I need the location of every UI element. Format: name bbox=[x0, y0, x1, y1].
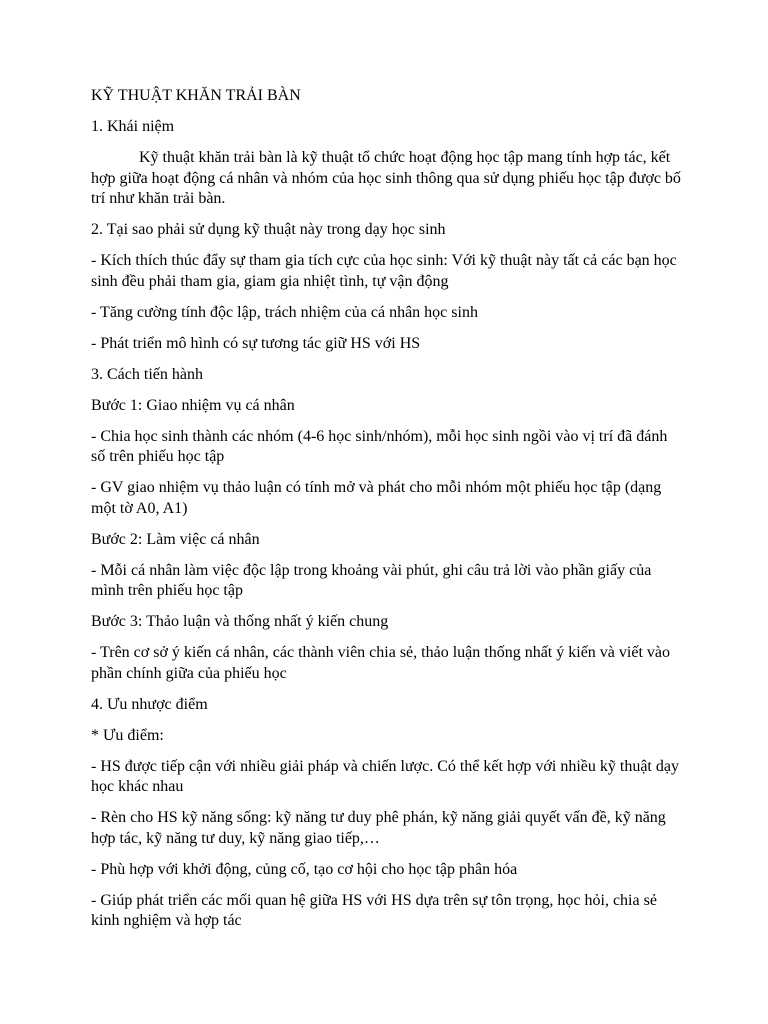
document-paragraph: 2. Tại sao phải sử dụng kỹ thuật này trong dạy học sinh bbox=[91, 221, 446, 238]
document-paragraph: Bước 2: Làm việc cá nhân bbox=[91, 530, 260, 548]
document-paragraph: - Mỗi cá nhân làm việc độc lập trong khoảng vài phút, ghi câu trả lời vào phần giấy của mình trên phiếu học tập bbox=[91, 561, 652, 599]
document-paragraph: - Phù hợp với khởi động, củng cố, tạo cơ hội cho học tập phân hóa bbox=[91, 860, 518, 878]
document-paragraph: Bước 1: Giao nhiệm vụ cá nhân bbox=[91, 396, 295, 414]
body-paragraph: Kỹ thuật khăn trải bàn là kỹ thuật tổ chức hoạt động học tập mang tính hợp tác, kết hợp giữa hoạt động cá nhân và nhóm của học sinh thông qua sử dụng phiếu học tập được bố trí như khăn trải bàn. bbox=[91, 149, 681, 207]
document-paragraph: - Tăng cường tính độc lập, trách nhiệm của cá nhân học sinh bbox=[91, 303, 478, 321]
document-paragraph: - Trên cơ sở ý kiến cá nhân, các thành viên chia sẻ, thảo luận thống nhất ý kiến và viết vào phần chính giữa của phiếu học bbox=[91, 644, 670, 682]
document-paragraph: 3. Cách tiến hành bbox=[91, 365, 203, 383]
document-title: KỸ THUẬT KHĂN TRẢI BÀN bbox=[91, 87, 301, 104]
document-paragraph: 4. Ưu nhược điểm bbox=[91, 695, 208, 713]
document-paragraph: Bước 3: Thảo luận và thống nhất ý kiến chung bbox=[91, 613, 389, 630]
document-paragraph: - Kích thích thúc đẩy sự tham gia tích cực của học sinh: Với kỹ thuật này tất cả các bạn học sinh đều phải tham gia, giam gia nhiệt tình, tự vận động bbox=[91, 252, 677, 290]
document-paragraph: - Giúp phát triển các mối quan hệ giữa HS với HS dựa trên sự tôn trọng, học hỏi, chia sẻ kinh nghiệm và hợp tác bbox=[91, 891, 657, 929]
document-paragraph: - Rèn cho HS kỹ năng sống: kỹ năng tư duy phê phán, kỹ năng giải quyết vấn đề, kỹ năng hợp tác, kỹ năng tư duy, kỹ năng giao tiếp,… bbox=[91, 809, 666, 847]
document-paragraph: - Chia học sinh thành các nhóm (4-6 học sinh/nhóm), mỗi học sinh ngồi vào vị trí đã đánh số trên phiếu học tập bbox=[91, 427, 668, 465]
document-paragraph: - GV giao nhiệm vụ thảo luận có tính mở và phát cho mỗi nhóm một phiếu học tập (dạng một tờ A0, A1) bbox=[91, 479, 662, 517]
document-paragraph: - Phát triển mô hình có sự tương tác giữ HS với HS bbox=[91, 334, 421, 352]
document-paragraph: * Ưu điểm: bbox=[91, 726, 164, 744]
document-page bbox=[91, 86, 681, 942]
document-paragraph: 1. Khái niệm bbox=[91, 118, 175, 135]
document-body bbox=[91, 117, 681, 932]
document-paragraph: - HS được tiếp cận với nhiều giải pháp và chiến lược. Có thể kết hợp với nhiều kỹ thuật dạy học khác nhau bbox=[91, 757, 679, 795]
